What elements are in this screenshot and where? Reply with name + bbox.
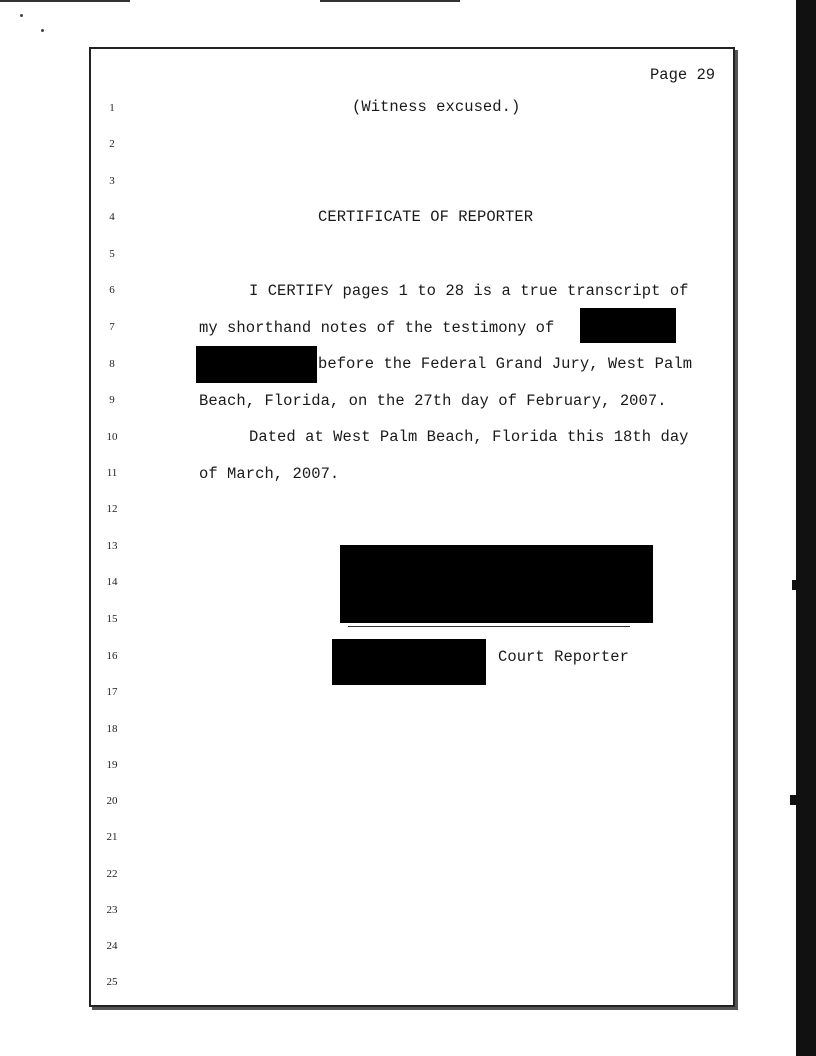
redaction-box [196, 346, 317, 383]
certify-text-line: my shorthand notes of the testimony of [199, 319, 555, 337]
transcript-page-frame [89, 47, 735, 1007]
certify-text-line: I CERTIFY pages 1 to 28 is a true transcript of [249, 282, 689, 300]
scan-smudge [792, 580, 798, 590]
scan-edge [796, 0, 816, 1056]
line-number: 12 [106, 503, 118, 515]
certificate-title: CERTIFICATE OF REPORTER [318, 208, 534, 226]
line-number: 7 [109, 321, 115, 333]
scan-top-mark [0, 0, 130, 2]
line-number: 21 [106, 831, 118, 843]
scan-smudge [790, 795, 798, 805]
certify-text-line: before the Federal Grand Jury, West Palm [318, 355, 693, 373]
line-number: 17 [106, 686, 118, 698]
court-reporter-label: Court Reporter [498, 648, 629, 666]
line-number: 18 [106, 723, 118, 735]
line-number: 4 [109, 211, 115, 223]
line-number: 1 [109, 102, 115, 114]
witness-excused-text: (Witness excused.) [352, 98, 521, 116]
page-number: Page 29 [650, 66, 716, 84]
line-number: 3 [109, 175, 115, 187]
line-number: 2 [109, 138, 115, 150]
reporter-name-redaction [332, 639, 486, 685]
line-number: 23 [106, 904, 118, 916]
certify-text-line: Beach, Florida, on the 27th day of February, 2007. [199, 392, 667, 410]
scan-top-mark [320, 0, 460, 2]
dated-text-line: of March, 2007. [199, 465, 340, 483]
line-number: 6 [109, 284, 115, 296]
line-number: 13 [106, 540, 118, 552]
signature-redaction [340, 545, 653, 623]
line-number: 15 [106, 613, 118, 625]
line-number: 20 [106, 795, 118, 807]
dated-text-line: Dated at West Palm Beach, Florida this 18th day [249, 428, 689, 446]
line-number: 5 [109, 248, 115, 260]
line-number: 24 [106, 940, 118, 952]
line-number: 8 [109, 358, 115, 370]
line-number: 10 [106, 431, 118, 443]
redaction-box [580, 308, 676, 343]
line-number: 11 [106, 467, 118, 479]
line-number: 25 [106, 976, 118, 988]
scan-speck [41, 29, 44, 32]
line-number: 14 [106, 576, 118, 588]
line-number: 9 [109, 394, 115, 406]
signature-line [348, 626, 630, 627]
line-number: 16 [106, 650, 118, 662]
scan-speck [20, 14, 23, 17]
line-number: 19 [106, 759, 118, 771]
line-number: 22 [106, 868, 118, 880]
